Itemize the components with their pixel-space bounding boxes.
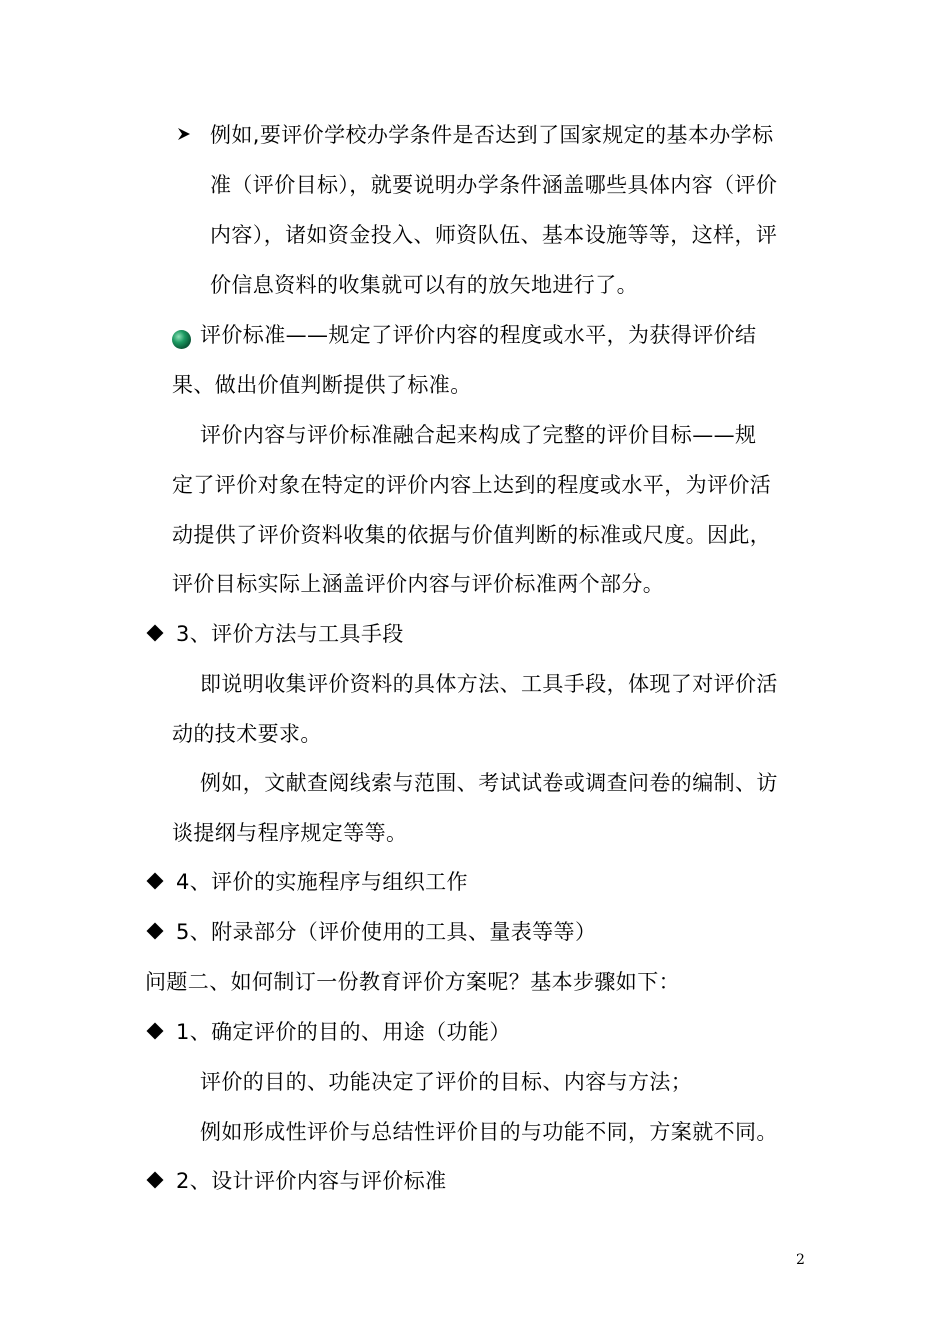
- text-line: 评价目标实际上涵盖评价内容与评价标准两个部分。: [172, 572, 665, 596]
- text-line: 果、做出价值判断提供了标准。: [172, 373, 472, 397]
- text-line: 4、评价的实施程序与组织工作: [176, 870, 468, 894]
- text-line: 即说明收集评价资料的具体方法、工具手段，体现了对评价活: [200, 672, 778, 696]
- diamond-bullet-icon: [147, 1172, 164, 1189]
- arrow-bullet-icon: [176, 126, 192, 142]
- text-line: 动提供了评价资料收集的依据与价值判断的标准或尺度。因此，: [172, 523, 772, 547]
- text-line: 内容），诸如资金投入、师资队伍、基本设施等等，这样，评: [210, 223, 778, 247]
- diamond-bullet-icon: [147, 1023, 164, 1040]
- text-line: 评价内容与评价标准融合起来构成了完整的评价目标——规: [200, 423, 757, 447]
- text-line: 1、确定评价的目的、用途（功能）: [176, 1020, 511, 1044]
- text-line: 例如形成性评价与总结性评价目的与功能不同，方案就不同。: [200, 1120, 778, 1144]
- text-line: 价信息资料的收集就可以有的放矢地进行了。: [210, 273, 638, 297]
- text-line: 问题二、如何制订一份教育评价方案呢？基本步骤如下：: [145, 970, 680, 994]
- text-line: 3、评价方法与工具手段: [176, 622, 404, 646]
- text-line: 动的技术要求。: [172, 722, 322, 746]
- diamond-bullet-icon: [147, 923, 164, 940]
- text-line: 例如，文献查阅线索与范围、考试试卷或调查问卷的编制、访: [200, 771, 778, 795]
- text-line: 2、设计评价内容与评价标准: [176, 1169, 447, 1193]
- globe-bullet-icon: [172, 330, 191, 349]
- text-line: 评价的目的、功能决定了评价的目标、内容与方法；: [200, 1070, 693, 1094]
- page-number: 2: [796, 1252, 805, 1268]
- text-line: 例如,要评价学校办学条件是否达到了国家规定的基本办学标: [210, 123, 774, 147]
- diamond-bullet-icon: [147, 873, 164, 890]
- text-line: 5、附录部分（评价使用的工具、量表等等）: [176, 920, 597, 944]
- diamond-bullet-icon: [147, 625, 164, 642]
- text-line: 准（评价目标），就要说明办学条件涵盖哪些具体内容（评价: [210, 173, 778, 197]
- text-line: 定了评价对象在特定的评价内容上达到的程度或水平，为评价活: [172, 473, 772, 497]
- text-line: 评价标准——规定了评价内容的程度或水平，为获得评价结: [200, 323, 757, 347]
- text-line: 谈提纲与程序规定等等。: [172, 821, 408, 845]
